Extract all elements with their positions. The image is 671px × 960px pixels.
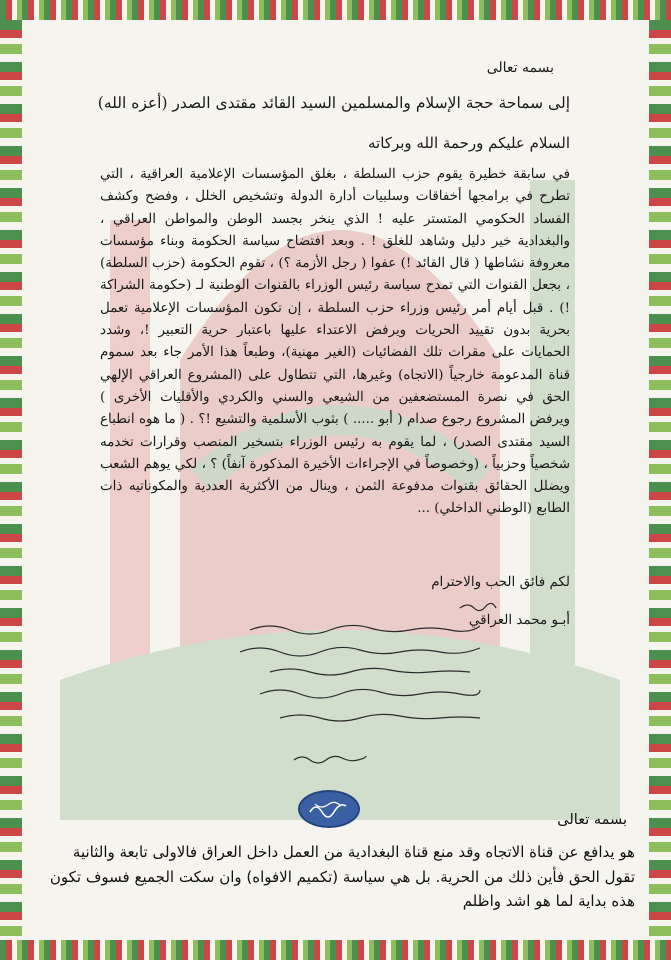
decorative-border-right — [649, 20, 671, 940]
note-basmala: بسمه تعالى — [557, 812, 627, 828]
note-body: هو يدافع عن قناة الاتجاه وقد منع قناة البغدادية من العمل داخل العراق فالاولى تابعة والثانية تقول الحق فأين ذلك من الحرية. بل هي سياسة (تكميم الافواه) وان سكت الجميع فسوف تكون هذه بداية لما هو اشد واظلم — [49, 843, 635, 910]
decorative-border-bottom — [0, 940, 671, 960]
seal-stamp — [298, 790, 360, 828]
calligraphy-seal-icon — [307, 798, 351, 820]
handwritten-date — [290, 748, 370, 768]
letter-address: إلى سماحة حجة الإسلام والمسلمين السيد القائد مقتدى الصدر (أعزه الله) — [97, 94, 570, 112]
letter-closing: لكم فائق الحب والاحترام — [431, 574, 570, 590]
letter-signature: أبـو محمد العراقي — [468, 612, 570, 628]
letter — [97, 58, 570, 628]
decorative-border-top — [0, 0, 671, 20]
decorative-border-left — [0, 20, 22, 940]
letter-body: في سابقة خطيرة يقوم حزب السلطة ، بغلق المؤسسات الإعلامية العراقية ، التي تطرح في برامجها أخفاقات وسلبيات أدارة الدولة وتشخيص الخلل ، وفضح وكشف الفساد الحكومي المتستر عليه ! الذي ينخر بجسد الوطن والمواطن العراقي ، والبغدادية خير دليل وشاهد للغلق ! . وبعد افتضاح سياسة الحكومة وبناء مؤسسات معروفة نشاطها ( قال القائد !) عفوا ( رجل الأزمة ؟) ، تقوم الحكومة (حزب السلطة) ، بجعل القنوات التي تمدح سياسة رئيس الوزراء بالقنوات الوطنية لـ (حكومة الشراكة !) . قبل أيام أمر رئيس وزراء حزب السلطة ، إن تكون المؤسسات الإعلامية تعمل بحرية بدون تقييد الحريات ويرفض الاعتداء عليها باعتبار حرية التعبير !، وشدد الحمايات على مقرات تلك الفضائيات (الغير مهنية)، وطبعاً هذا الأمر جاء بعد سموم قناة المدعومة خارجياً (الاتجاه) وغيرها، التي تتطاول على (المشروع العراقي الإلهي الحق في نصرة المستضعفين من الشيعي والسني والكردي والأقليات الأخرى ) ويرفض المشروع رجوع صدام ( أبو ..... ) بثوب الأسلمية والتشيع !؟ . ( ما هوه انطباع السيد مقتدى الصدر) ، لما يقوم به رئيس الوزراء بتسخير المنصب وقرارات تخدمه شخصياً وحزبياً ، (وخصوصاً في الإجراءات الأخيرة المذكورة آنفاً) ؟ ، لكي يوهم الشعب ويضلل الحقائق بقنوات مدفوعة الثمن ، وينال من الأكثرية العددية والمكوناتيه ذات الطابع (الوطني الداخلي) ... — [100, 167, 570, 517]
letter-greeting: السلام عليكم ورحمة الله وبركاته — [368, 134, 570, 152]
handwritten-annotation — [230, 600, 530, 730]
letter-basmala: بسمه تعالى — [486, 60, 554, 76]
